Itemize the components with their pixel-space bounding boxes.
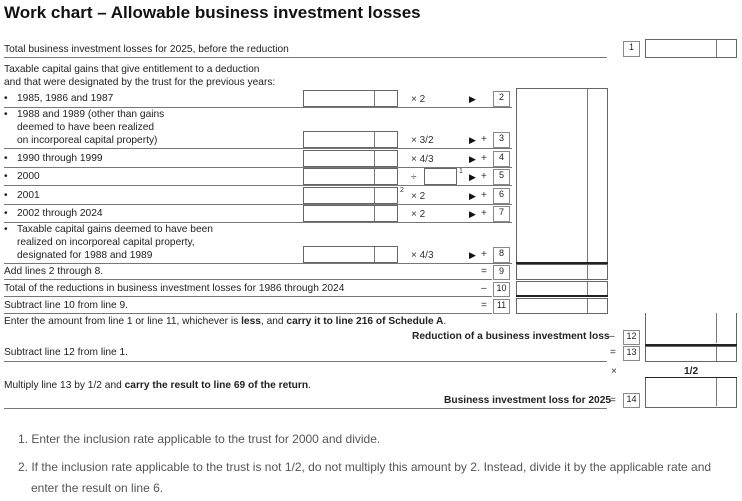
gain-1988-input[interactable] [303, 131, 398, 148]
line-number-10: 10 [493, 282, 510, 297]
line-12-instruction: Enter the amount from line 1 or line 11, whichever is less, and carry it to line 216 of Schedule A. [4, 316, 447, 327]
divider [4, 222, 512, 223]
line-number-4: 4 [493, 151, 510, 167]
divider [4, 185, 512, 186]
divider [4, 296, 492, 297]
subtotal-column [516, 88, 608, 263]
multiply-4-3-label: × 4/3 [411, 154, 434, 165]
line-11-amount[interactable] [516, 298, 608, 314]
page-title: Work chart – Allowable business investment losses [4, 3, 421, 22]
gain-tcg-input[interactable] [303, 246, 398, 263]
plus-sign: + [481, 153, 487, 164]
gain-1985-input[interactable] [303, 90, 398, 107]
footnote-1: 1. Enter the inclusion rate applicable to the trust for 2000 and divide. [18, 432, 381, 446]
line-13-amount[interactable] [645, 346, 737, 362]
footnote-ref-1: 1 [459, 168, 463, 175]
line-number-9: 9 [493, 265, 510, 280]
year-2001: 2001 [17, 190, 40, 201]
year-range-1990: 1990 through 1999 [17, 153, 103, 164]
half-rate: 1/2 [684, 366, 699, 377]
equals-sign: = [610, 347, 616, 358]
line-number-11: 11 [493, 299, 510, 314]
year-1988-b: deemed to have been realized [17, 122, 155, 133]
tcg-text-c: designated for 1988 and 1989 [17, 250, 153, 261]
intro-text-b: and that were designated by the trust for the previous years: [4, 77, 276, 88]
bullet: • [4, 190, 8, 201]
line-number-12: 12 [623, 330, 640, 345]
line-number-14: 14 [623, 393, 640, 408]
divider [4, 148, 512, 149]
divider [4, 279, 492, 280]
plus-sign: + [481, 249, 487, 260]
arrow-icon: ▶ [469, 209, 476, 219]
arrow-icon: ▶ [469, 172, 476, 182]
footnote-ref-2: 2 [400, 187, 404, 194]
minus-sign: – [481, 283, 487, 294]
line-14-label: Business investment loss for 2025 [444, 395, 612, 406]
gain-1990-input[interactable] [303, 150, 398, 167]
line-number-2: 2 [493, 91, 510, 107]
line-11-label: Subtract line 10 from line 9. [4, 300, 129, 311]
divider [4, 107, 512, 108]
minus-sign: – [609, 331, 615, 342]
line-number-8: 8 [493, 247, 510, 263]
tcg-text-b: realized on incorporeal capital property, [17, 237, 195, 248]
year-1988-c: on incorporeal capital property) [17, 135, 158, 146]
plus-sign: + [481, 190, 487, 201]
line-10-label: Total of the reductions in business investment losses for 1986 through 2024 [4, 283, 345, 294]
bullet: • [4, 93, 8, 104]
line-number-5: 5 [493, 169, 510, 185]
divider [516, 295, 608, 297]
plus-sign: + [481, 208, 487, 219]
line-9-amount[interactable] [516, 264, 608, 280]
gain-2002-input[interactable] [303, 205, 398, 222]
divide-sign: ÷ [411, 172, 417, 183]
line-number-13: 13 [623, 346, 640, 361]
year-1988-a: 1988 and 1989 (other than gains [17, 109, 165, 120]
multiply-3-2-label: × 3/2 [411, 135, 434, 146]
year-range-2002: 2002 through 2024 [17, 208, 103, 219]
arrow-icon: ▶ [469, 154, 476, 164]
bullet: • [4, 208, 8, 219]
bullet: • [4, 171, 8, 182]
line-9-label: Add lines 2 through 8. [4, 266, 104, 277]
line-number-6: 6 [493, 188, 510, 204]
multiply-2-label: × 2 [411, 94, 426, 105]
divider [4, 204, 512, 205]
inclusion-rate-2000-input[interactable] [424, 168, 457, 185]
divider [4, 313, 492, 314]
year-range-1985: 1985, 1986 and 1987 [17, 93, 114, 104]
divider [4, 408, 607, 409]
line-14-instruction: Multiply line 13 by 1/2 and carry the result to line 69 of the return. [4, 380, 311, 391]
multiply-2-label: × 2 [411, 209, 426, 220]
equals-sign: = [610, 395, 616, 406]
equals-sign: = [481, 300, 487, 311]
multiply-sign: × [611, 366, 617, 377]
equals-sign: = [481, 266, 487, 277]
divider [4, 263, 512, 264]
bullet: • [4, 153, 8, 164]
divider [4, 361, 607, 362]
gain-2001-input[interactable] [303, 187, 398, 204]
multiply-4-3-label: × 4/3 [411, 250, 434, 261]
tcg-text-a: Taxable capital gains deemed to have been [17, 224, 213, 235]
footnote-2-a: 2. If the inclusion rate applicable to the trust is not 1/2, do not multiply this amount by 2. Instead, divide it by the applicable rate and [18, 460, 712, 474]
plus-sign: + [481, 171, 487, 182]
line-1-amount[interactable] [645, 39, 737, 58]
arrow-icon: ▶ [469, 191, 476, 201]
footnote-2-b: enter the result on line 6. [31, 481, 164, 495]
line-number-1: 1 [623, 41, 640, 57]
multiply-2-label: × 2 [411, 191, 426, 202]
arrow-icon: ▶ [469, 94, 476, 104]
divider [4, 57, 607, 58]
arrow-icon: ▶ [469, 135, 476, 145]
line-number-3: 3 [493, 132, 510, 148]
line-14-amount[interactable] [645, 378, 737, 408]
bullet: • [4, 224, 8, 235]
line-1-label: Total business investment losses for 2025, before the reduction [4, 44, 289, 55]
year-2000: 2000 [17, 171, 40, 182]
line-12-amount[interactable] [645, 313, 737, 345]
line-13-label: Subtract line 12 from line 1. [4, 347, 129, 358]
arrow-icon: ▶ [469, 250, 476, 260]
line-12-label: Reduction of a business investment loss [412, 331, 610, 342]
line-number-7: 7 [493, 206, 510, 222]
plus-sign: + [481, 134, 487, 145]
bullet: • [4, 109, 8, 120]
intro-text-a: Taxable capital gains that give entitlement to a deduction [4, 64, 260, 75]
gain-2000-input[interactable] [303, 168, 398, 185]
